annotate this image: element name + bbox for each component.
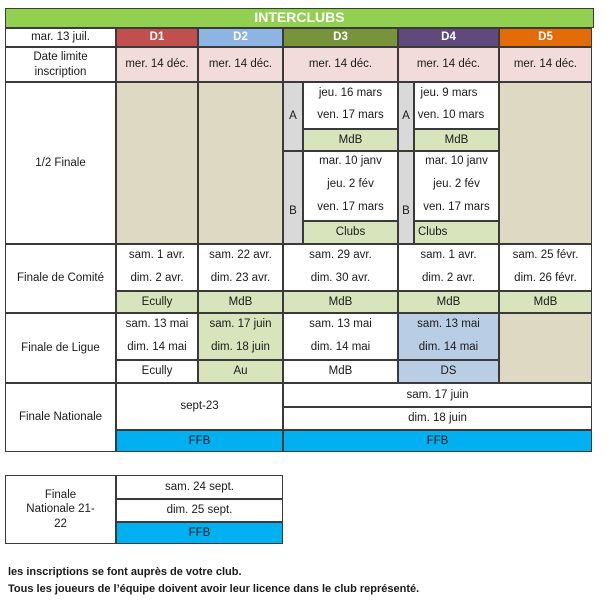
division-header-d3: D3	[283, 28, 398, 47]
lieu-d4-b: Clubs	[414, 221, 499, 244]
ligue-d2-lieu: Au	[198, 360, 283, 383]
note-inscriptions: les inscriptions se font auprès de votre club.	[8, 566, 242, 578]
comite-d1-date-2: dim. 2 avr.	[130, 272, 184, 285]
comite-d1-lieu: Ecully	[116, 291, 198, 313]
comite-d2-date-1: sam. 22 avr.	[209, 249, 272, 262]
comite-d3-lieu: MdB	[283, 291, 398, 313]
comite-d5-date-2: dim. 26 févr.	[514, 272, 577, 285]
date-d3-b-2: jeu. 2 fév	[327, 178, 374, 191]
row-label-date-limite: Date limite inscription	[5, 47, 116, 82]
ligue-d1-date-1: sam. 13 mai	[125, 318, 189, 331]
lieu-d4-a: MdB	[414, 129, 499, 151]
comite-d3-date-2: dim. 30 avr.	[310, 272, 371, 285]
ligue-d5-empty	[499, 313, 592, 383]
comite-d4-lieu: MdB	[398, 291, 499, 313]
group-label-d3-a: A	[283, 82, 303, 151]
finale-2122-org: FFB	[116, 522, 283, 544]
group-label-d3-b: B	[283, 151, 303, 244]
inscription-d4: mer. 14 déc.	[398, 47, 499, 82]
comite-d5-date-1: sam. 25 févr.	[512, 249, 579, 262]
ligue-d1-date-2: dim. 14 mai	[127, 341, 187, 354]
date-d4-b-2: jeu. 2 fév	[433, 178, 480, 191]
date-d4-b-3: ven. 17 mars	[423, 201, 490, 214]
ligue-d4-date-2: dim. 14 mai	[418, 341, 479, 354]
inscription-d3: mer. 14 déc.	[283, 47, 398, 82]
comite-d5-lieu: MdB	[499, 291, 592, 313]
comite-d2-lieu: MdB	[198, 291, 283, 313]
date-cell: mar. 13 juil.	[5, 28, 116, 47]
finale-2122-date-2: dim. 25 sept.	[116, 499, 283, 522]
row-label-finale-comite: Finale de Comité	[5, 244, 116, 313]
lieu-d3-b: Clubs	[303, 221, 398, 244]
inscription-d5: mer. 14 déc.	[499, 47, 592, 82]
ligue-d3-lieu: MdB	[283, 360, 398, 383]
demi-finale-d1	[116, 82, 198, 244]
ligue-d1-lieu: Ecully	[116, 360, 198, 383]
note-licence: Tous les joueurs de l’équipe doivent avoir leur licence dans le club représenté.	[8, 583, 420, 595]
lieu-d3-a: MdB	[303, 129, 398, 151]
date-d3-b-3: ven. 17 mars	[317, 201, 384, 214]
nationale-d3d5-org: FFB	[283, 430, 592, 452]
row-label-demi-finale: 1/2 Finale	[5, 82, 116, 244]
division-header-d2: D2	[198, 28, 283, 47]
ligue-d2-date-1: sam. 17 juin	[209, 318, 272, 331]
date-d3-a-1: jeu. 16 mars	[318, 87, 383, 100]
ligue-d4-lieu: DS	[398, 360, 499, 383]
group-label-d4-b: B	[398, 151, 414, 244]
page-title: INTERCLUBS	[5, 8, 594, 28]
nationale-d3d5-date-2: dim. 18 juin	[283, 407, 592, 430]
division-header-d5: D5	[499, 28, 592, 47]
row-label-finale-nationale: Finale Nationale	[5, 383, 116, 452]
demi-finale-d2	[198, 82, 283, 244]
comite-d4-date-1: sam. 1 avr.	[420, 249, 477, 262]
comite-d4-date-2: dim. 2 avr.	[421, 272, 476, 285]
inscription-d2: mer. 14 déc.	[198, 47, 283, 82]
demi-finale-d5	[499, 82, 592, 244]
date-d3-b-1: mar. 10 janv	[319, 155, 382, 168]
nationale-d3d5-date-1: sam. 17 juin	[283, 383, 592, 407]
ligue-d2-date-2: dim. 18 juin	[211, 341, 270, 354]
division-header-d1: D1	[116, 28, 198, 47]
date-d4-b-1: mar. 10 janv	[425, 155, 488, 168]
date-d4-a-1: jeu. 9 mars	[420, 87, 478, 100]
ligue-d4-date-1: sam. 13 mai	[417, 318, 480, 331]
row-label-finale-ligue: Finale de Ligue	[5, 313, 116, 383]
comite-d2-date-2: dim. 23 avr.	[210, 272, 271, 285]
group-label-d4-a: A	[398, 82, 414, 151]
row-label-finale-2122: Finale Nationale 21-22	[5, 475, 116, 544]
comite-d1-date-1: sam. 1 avr.	[128, 249, 186, 262]
division-header-d4: D4	[398, 28, 499, 47]
date-d3-a-2: ven. 17 mars	[317, 109, 384, 122]
nationale-d1d2-org: FFB	[116, 430, 283, 452]
ligue-d3-date-1: sam. 13 mai	[309, 318, 372, 331]
nationale-d1d2-date: sept-23	[116, 383, 283, 430]
date-d4-a-2: ven. 10 mars	[417, 109, 485, 122]
finale-2122-date-1: sam. 24 sept.	[116, 475, 283, 499]
comite-d3-date-1: sam. 29 avr.	[309, 249, 372, 262]
inscription-d1: mer. 14 déc.	[116, 47, 198, 82]
ligue-d3-date-2: dim. 14 mai	[310, 341, 371, 354]
